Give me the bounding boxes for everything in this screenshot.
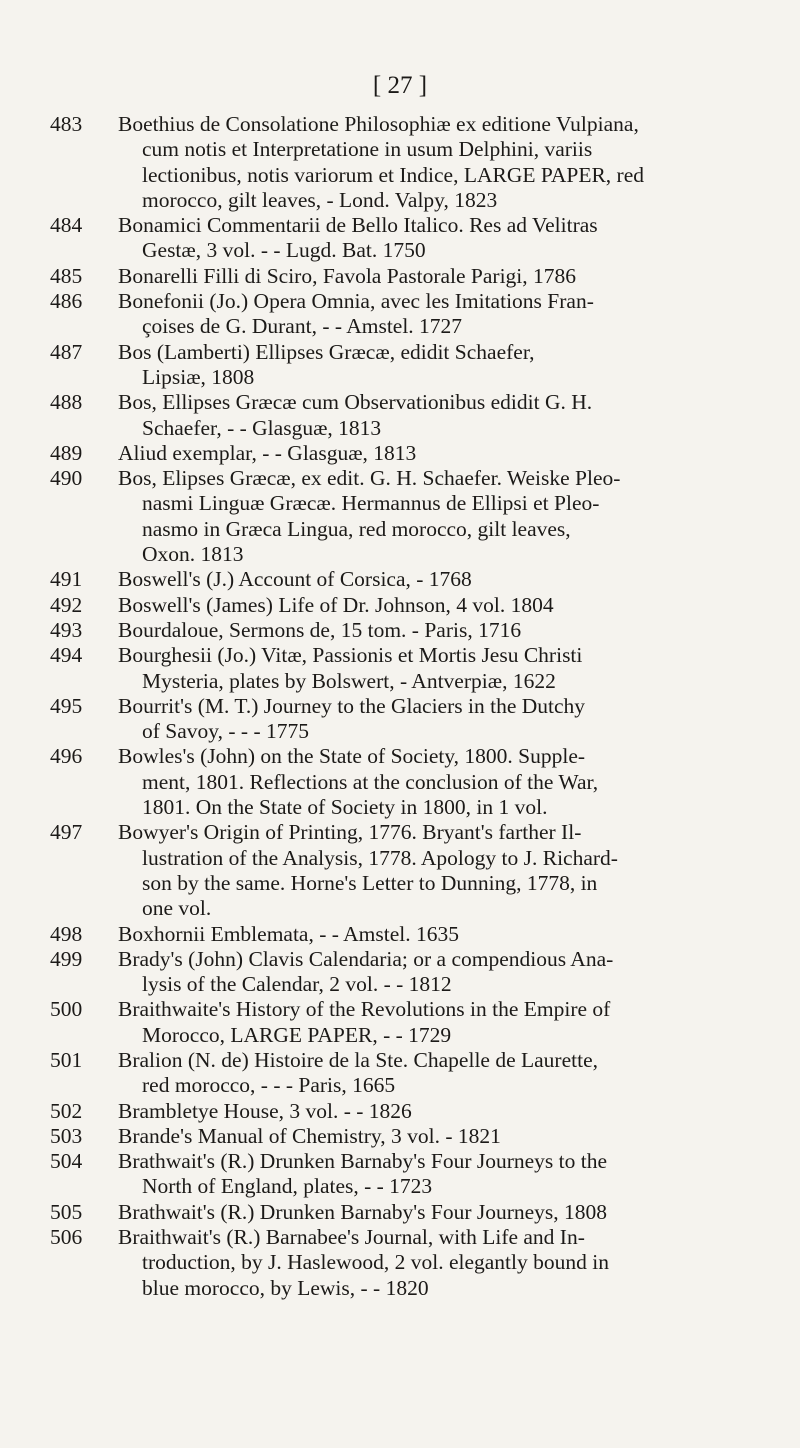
entry-description <box>118 694 780 745</box>
catalogue-entry <box>50 1200 780 1225</box>
catalogue-entry <box>50 1048 780 1099</box>
entry-description <box>118 593 780 618</box>
entry-line: Bonarelli Filli di Sciro, Favola Pastorale Parigi, 1786 <box>118 263 577 288</box>
entry-number: 494 <box>50 643 83 668</box>
entry-line: cum notis et Interpretatione in usum Delphini, variis <box>142 137 593 162</box>
entry-line: lectionibus, notis variorum et Indice, LARGE PAPER, red <box>142 162 645 187</box>
catalogue-entry <box>50 1149 780 1200</box>
entry-line: red morocco, - - - Paris, 1665 <box>142 1073 396 1098</box>
catalogue-entry <box>50 643 780 694</box>
entry-line: Braithwait's (R.) Barnabee's Journal, with Life and In- <box>118 1225 585 1250</box>
entry-line: Gestæ, 3 vol. - - Lugd. Bat. 1750 <box>142 238 426 263</box>
entry-number: 499 <box>50 946 83 971</box>
entry-description <box>118 1149 780 1200</box>
entry-number: 489 <box>50 440 83 465</box>
catalogue-entry <box>50 1225 780 1301</box>
entry-description <box>118 340 780 391</box>
entry-description <box>118 820 780 921</box>
entry-description <box>118 744 780 820</box>
entry-line: Brathwait's (R.) Drunken Barnaby's Four Journeys to the <box>118 1149 608 1174</box>
entry-line: blue morocco, by Lewis, - - 1820 <box>142 1275 429 1300</box>
catalogue-entry <box>50 593 780 618</box>
entry-number: 488 <box>50 390 83 415</box>
entry-line: of Savoy, - - - 1775 <box>142 719 309 744</box>
entry-line: Morocco, LARGE PAPER, - - 1729 <box>142 1022 452 1047</box>
entry-line: ment, 1801. Reflections at the conclusion of the War, <box>142 769 599 794</box>
entry-number: 503 <box>50 1123 83 1148</box>
entry-line: Bowles's (John) on the State of Society, 1800. Supple- <box>118 744 586 769</box>
entry-number: 501 <box>50 1047 83 1072</box>
entry-line: Brambletye House, 3 vol. - - 1826 <box>118 1098 412 1123</box>
catalogue-entry <box>50 1124 780 1149</box>
entry-description <box>118 1048 780 1099</box>
entry-description <box>118 618 780 643</box>
catalogue-entry <box>50 466 780 567</box>
page-number: [ 27 ] <box>372 72 428 99</box>
entry-line: nasmi Linguæ Græcæ. Hermannus de Ellipsi et Pleo- <box>142 491 600 516</box>
catalogue-entry <box>50 390 780 441</box>
catalogue-entry <box>50 997 780 1048</box>
entry-description <box>118 997 780 1048</box>
catalogue-entry <box>50 441 780 466</box>
entry-description <box>118 643 780 694</box>
entry-line: Bos, Elipses Græcæ, ex edit. G. H. Schaefer. Weiske Pleo- <box>118 466 621 491</box>
entry-description <box>118 1200 780 1225</box>
entry-description <box>118 213 780 264</box>
entry-line: Bourghesii (Jo.) Vitæ, Passionis et Mortis Jesu Christi <box>118 643 583 668</box>
entry-line: Mysteria, plates by Bolswert, - Antverpiæ, 1622 <box>142 668 556 693</box>
entry-line: çoises de G. Durant, - - Amstel. 1727 <box>142 314 463 339</box>
entry-line: Schaefer, - - Glasguæ, 1813 <box>142 415 382 440</box>
entry-number: 506 <box>50 1225 83 1250</box>
catalogue-entry <box>50 922 780 947</box>
entry-line: Boswell's (James) Life of Dr. Johnson, 4 vol. 1804 <box>118 592 554 617</box>
entry-description <box>118 1225 780 1301</box>
entry-line: troduction, by J. Haslewood, 2 vol. elegantly bound in <box>142 1250 609 1275</box>
entry-line: Bourdaloue, Sermons de, 15 tom. - Paris, 1716 <box>118 617 522 642</box>
entry-number: 491 <box>50 567 83 592</box>
catalogue-entry <box>50 289 780 340</box>
entry-line: Lipsiæ, 1808 <box>142 364 255 389</box>
entry-description <box>118 567 780 592</box>
entry-line: Aliud exemplar, - - Glasguæ, 1813 <box>118 440 417 465</box>
entry-number: 495 <box>50 693 83 718</box>
entry-line: Bourrit's (M. T.) Journey to the Glaciers in the Dutchy <box>118 693 586 718</box>
catalogue-entry <box>50 618 780 643</box>
entry-number: 483 <box>50 112 83 136</box>
catalogue-entry <box>50 567 780 592</box>
catalogue-entries <box>50 112 780 1301</box>
entry-number: 490 <box>50 466 83 491</box>
entry-description <box>118 947 780 998</box>
entry-line: one vol. <box>142 896 212 921</box>
catalogue-entry <box>50 947 780 998</box>
entry-number: 497 <box>50 820 83 845</box>
entry-line: son by the same. Horne's Letter to Dunning, 1778, in <box>142 870 598 895</box>
entry-number: 487 <box>50 339 83 364</box>
entry-description <box>118 441 780 466</box>
entry-line: Bonamici Commentarii de Bello Italico. Res ad Velitras <box>118 213 598 238</box>
entry-line: morocco, gilt leaves, - Lond. Valpy, 1823 <box>142 187 498 212</box>
entry-description <box>118 1099 780 1124</box>
entry-line: lysis of the Calendar, 2 vol. - - 1812 <box>142 972 452 997</box>
entry-number: 498 <box>50 921 83 946</box>
entry-description <box>118 390 780 441</box>
catalogue-entry <box>50 213 780 264</box>
entry-line: 1801. On the State of Society in 1800, in 1 vol. <box>142 795 548 820</box>
entry-line: Brathwait's (R.) Drunken Barnaby's Four Journeys, 1808 <box>118 1199 608 1224</box>
entry-description <box>118 466 780 567</box>
entry-description <box>118 922 780 947</box>
entry-line: Brady's (John) Clavis Calendaria; or a compendious Ana- <box>118 946 614 971</box>
entry-line: Oxon. 1813 <box>142 542 244 567</box>
entry-line: Boswell's (J.) Account of Corsica, - 1768 <box>118 567 472 592</box>
entry-line: Bos (Lamberti) Ellipses Græcæ, edidit Schaefer, <box>118 339 535 364</box>
entry-line: lustration of the Analysis, 1778. Apology to J. Richard- <box>142 845 618 870</box>
catalogue-entry <box>50 744 780 820</box>
entry-line: Brande's Manual of Chemistry, 3 vol. - 1821 <box>118 1123 501 1148</box>
entry-line: Bonefonii (Jo.) Opera Omnia, avec les Imitations Fran- <box>118 289 594 314</box>
entry-number: 493 <box>50 617 83 642</box>
entry-number: 484 <box>50 213 83 238</box>
entry-number: 504 <box>50 1149 83 1174</box>
entry-description <box>118 112 780 213</box>
entry-description <box>118 289 780 340</box>
entry-number: 502 <box>50 1098 83 1123</box>
entry-line: Bos, Ellipses Græcæ cum Observationibus edidit G. H. <box>118 390 593 415</box>
entry-line: Boethius de Consolatione Philosophiæ ex editione Vulpiana, <box>118 112 639 136</box>
entry-line: North of England, plates, - - 1723 <box>142 1174 433 1199</box>
entry-line: Braithwaite's History of the Revolutions in the Empire of <box>118 997 611 1022</box>
entry-description <box>118 264 780 289</box>
catalogue-entry <box>50 340 780 391</box>
entry-line: nasmo in Græca Lingua, red morocco, gilt leaves, <box>142 516 571 541</box>
entry-number: 500 <box>50 997 83 1022</box>
entry-number: 485 <box>50 263 83 288</box>
entry-line: Bowyer's Origin of Printing, 1776. Bryant's farther Il- <box>118 820 582 845</box>
entry-line: Bralion (N. de) Histoire de la Ste. Chapelle de Laurette, <box>118 1047 599 1072</box>
entry-number: 492 <box>50 592 83 617</box>
entry-line: Boxhornii Emblemata, - - Amstel. 1635 <box>118 921 459 946</box>
catalogue-entry <box>50 820 780 921</box>
entry-number: 486 <box>50 289 83 314</box>
entry-number: 505 <box>50 1199 83 1224</box>
catalogue-entry <box>50 112 780 213</box>
catalogue-entry <box>50 264 780 289</box>
catalogue-entry <box>50 694 780 745</box>
catalogue-entry <box>50 1099 780 1124</box>
entry-description <box>118 1124 780 1149</box>
entry-number: 496 <box>50 744 83 769</box>
